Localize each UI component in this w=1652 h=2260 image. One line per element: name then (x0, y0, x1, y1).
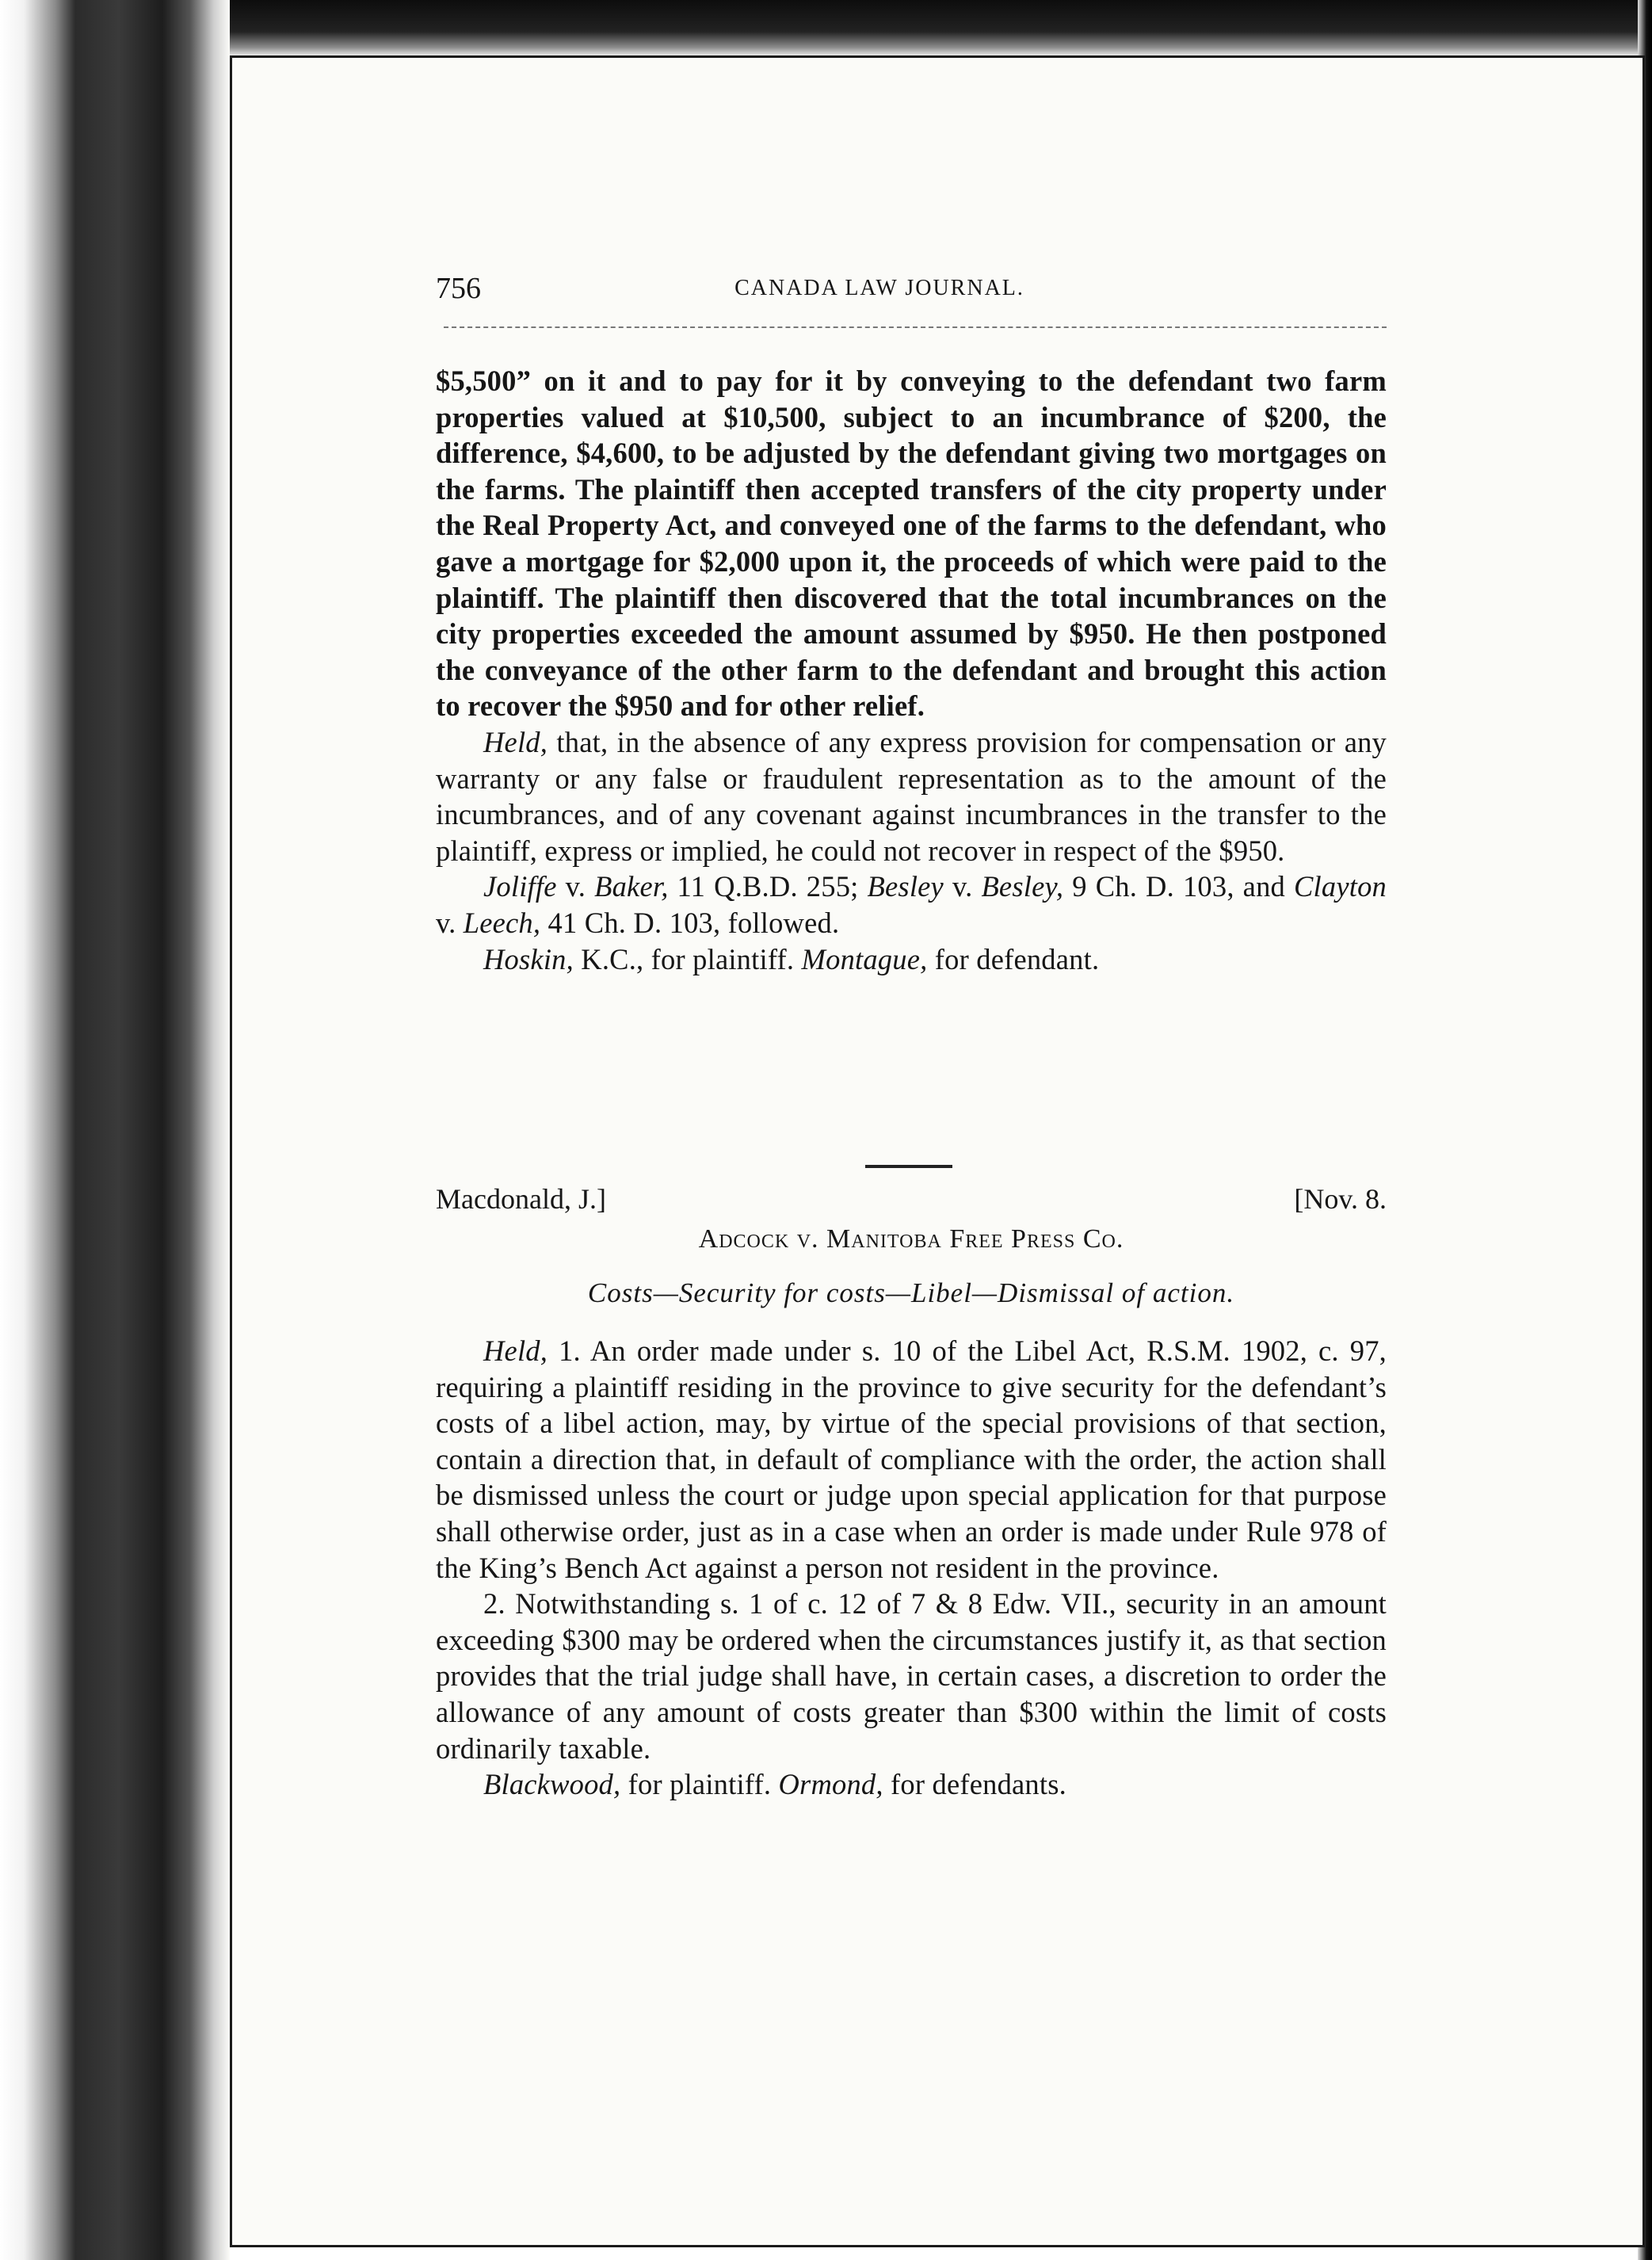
counsel-role: for defendants. (883, 1768, 1066, 1801)
held-label: Held, (483, 725, 548, 758)
case2-title: Adcock v. Manitoba Free Press Co. (698, 1224, 1124, 1254)
case2-holding-1-text: 1. An order made under s. 10 of the Libel Act, R.S.M. 1902, c. 97, requiring a plaintiff residing in the province to give security for the defendant’s costs of a libel action, may, by virtue of the special provisions of that section, contain a direction that, in default of compliance with the order, the action shall be dismissed unless the court or judge upon special application for that purpose shall otherwise order, just as in a case when an order is made under Rule 978 of the King’s Bench Act against a person not resident in the province. (436, 1334, 1387, 1584)
counsel-role: K.C., for plaintiff. (573, 942, 802, 975)
counsel-name: Blackwood, (483, 1768, 621, 1801)
case1-holding (436, 724, 1387, 868)
judge-name: Macdonald, J.] (436, 1183, 606, 1215)
case2-holding-2: 2. Notwithstanding s. 1 of c. 12 of 7 & 8 Edw. VII., security in an amount exceeding $300 may be ordered when the circumstances justify it, as that section provides that the trial judge shall have, in certain cases, a discretion to order the allowance of any amount of costs greater than $300 within the limit of costs ordinarily taxable. (436, 1587, 1387, 1765)
citation-ref: 9 Ch. D. 103, and (1063, 870, 1294, 903)
citation-party: Besley (867, 870, 944, 903)
book-spine-shadow (0, 0, 230, 2260)
counsel-role: for plaintiff. (620, 1768, 779, 1801)
citation-ref: 11 Q.B.D. 255; (668, 870, 868, 903)
counsel-role: for defendant. (927, 942, 1100, 975)
decision-date: [Nov. 8. (1294, 1183, 1387, 1215)
citation-party: Baker, (594, 870, 669, 903)
case1-citations (436, 868, 1387, 941)
case2-header (436, 1182, 1387, 1222)
counsel-name: Hoskin, (483, 942, 574, 975)
case1-holding-text: that, in the absence of any express provision for compensation or any warranty or any false or fraudulent representation as to the amount of the incumbrances, and of any covenant against incumbrances in the transfer to the plaintiff, express or implied, he could not recover in respect of the $950. (436, 725, 1387, 867)
case2-holding-1 (436, 1333, 1387, 1586)
citation-party: Besley, (981, 870, 1064, 903)
header-rule (444, 326, 1387, 328)
journal-title: CANADA LAW JOURNAL. (734, 276, 1024, 300)
case2-catchwords: Costs—Security for costs—Libel—Dismissal of action. (587, 1277, 1235, 1308)
top-scan-shadow (230, 0, 1652, 55)
running-head (436, 271, 1387, 319)
section-separator (865, 1165, 952, 1168)
citation-party: Joliffe (483, 870, 557, 903)
case2-counsel (436, 1766, 1387, 1803)
case1-counsel (436, 941, 1387, 978)
counsel-name: Ormond, (778, 1768, 883, 1801)
citation-ref: 41 Ch. D. 103, followed. (540, 906, 840, 939)
case2-body (436, 1333, 1387, 1803)
citation-v: v. (943, 870, 982, 903)
held-label: Held, (483, 1334, 548, 1367)
citation-party: Leech, (463, 906, 541, 939)
citation-party: Clayton (1294, 870, 1387, 903)
citation-v: v. (556, 870, 595, 903)
counsel-name: Montague, (801, 942, 928, 975)
citation-v: v. (436, 906, 464, 939)
page-number: 756 (436, 272, 481, 305)
case1-facts: $5,500” on it and to pay for it by conveying to the defendant two farm properties valued at $10,500, subject to an incumbrance of $200, the difference, $4,600, to be adjusted by the defendant giving two mortgages on the farms. The plaintiff then accepted transfers of the city property under the Real Property Act, and conveyed one of the farms to the defendant, who gave a mortgage for $2,000 upon it, the proceeds of which were paid to the plaintiff. The plaintiff then discovered that the total incumbrances on the city properties exceeded the amount assumed by $950. He then postponed the conveyance of the other farm to the defendant and brought this action to recover the $950 and for other relief. (436, 365, 1387, 723)
case1-body (436, 363, 1387, 977)
